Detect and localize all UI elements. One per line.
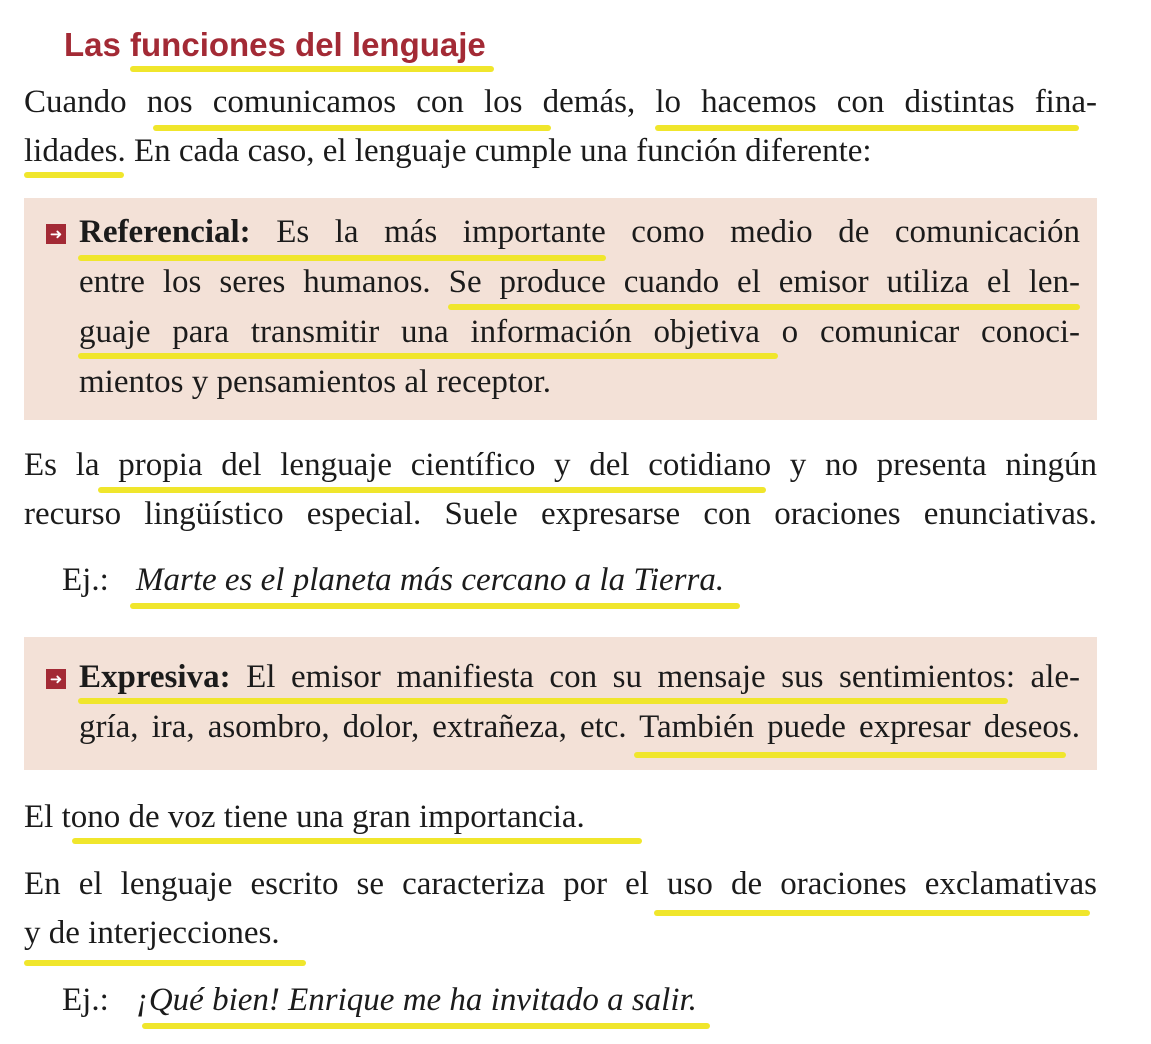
example-2 — [62, 982, 697, 1019]
referencial-line-4: mientos y pensamientos al receptor. — [79, 364, 551, 400]
example-text: ¡Qué bien! Enrique me ha invitado a salir. — [136, 982, 697, 1018]
expresiva-note-line-1: En el lenguaje escrito se caracteriza por el uso de oraciones exclamativas — [24, 866, 1097, 902]
expresiva-text: El emisor manifiesta con su mensaje sus sentimientos: ale- — [246, 659, 1081, 695]
highlight-mark — [654, 910, 1090, 916]
highlight-mark — [130, 603, 740, 609]
referencial-text: Es la más importante como medio de comunicación — [276, 214, 1080, 250]
referencial-term: Referencial: — [79, 214, 251, 250]
expresiva-line-2: gría, ira, asombro, dolor, extrañeza, etc. También puede expresar deseos. — [79, 709, 1080, 745]
highlight-mark — [72, 838, 642, 844]
referencial-line-3: guaje para transmitir una información objetiva o comunicar conoci- — [79, 314, 1080, 350]
highlight-mark — [634, 752, 1066, 758]
highlight-mark — [78, 698, 1008, 704]
highlight-mark — [24, 172, 124, 178]
arrow-icon: ➜ — [46, 224, 66, 244]
example-label: Ej.: — [62, 562, 109, 598]
arrow-icon: ➜ — [46, 669, 66, 689]
highlight-mark — [130, 66, 494, 72]
intro-line-2: lidades. En cada caso, el lenguaje cumple una función diferente: — [24, 133, 872, 169]
intro-line-1: Cuando nos comunicamos con los demás, lo hacemos con distintas fina- — [24, 84, 1097, 120]
expresiva-note-para-1: El tono de voz tiene una gran importancia. — [24, 799, 585, 835]
highlight-mark — [78, 353, 778, 359]
highlight-mark — [142, 1023, 710, 1029]
expresiva-term: Expresiva: — [79, 659, 231, 695]
highlight-mark — [655, 125, 1079, 131]
example-label: Ej.: — [62, 982, 109, 1018]
example-1 — [62, 562, 724, 599]
highlight-mark — [448, 304, 1080, 310]
example-text: Marte es el planeta más cercano a la Tierra. — [136, 562, 725, 598]
referencial-note-line-1: Es la propia del lenguaje científico y del cotidiano y no presenta ningún — [24, 447, 1097, 483]
referencial-line-1 — [79, 214, 1080, 251]
highlight-mark — [24, 960, 306, 966]
highlight-mark — [153, 125, 551, 131]
referencial-note-line-2: recurso lingüístico especial. Suele expresarse con oraciones enunciativas. — [24, 496, 1097, 532]
page-title: Las funciones del lenguaje — [64, 26, 486, 63]
highlight-mark — [78, 255, 606, 261]
expresiva-note-line-2: y de interjecciones. — [24, 915, 280, 951]
referencial-line-2: entre los seres humanos. Se produce cuando el emisor utiliza el len- — [79, 264, 1080, 300]
expresiva-line-1 — [79, 659, 1080, 696]
highlight-mark — [98, 487, 766, 493]
